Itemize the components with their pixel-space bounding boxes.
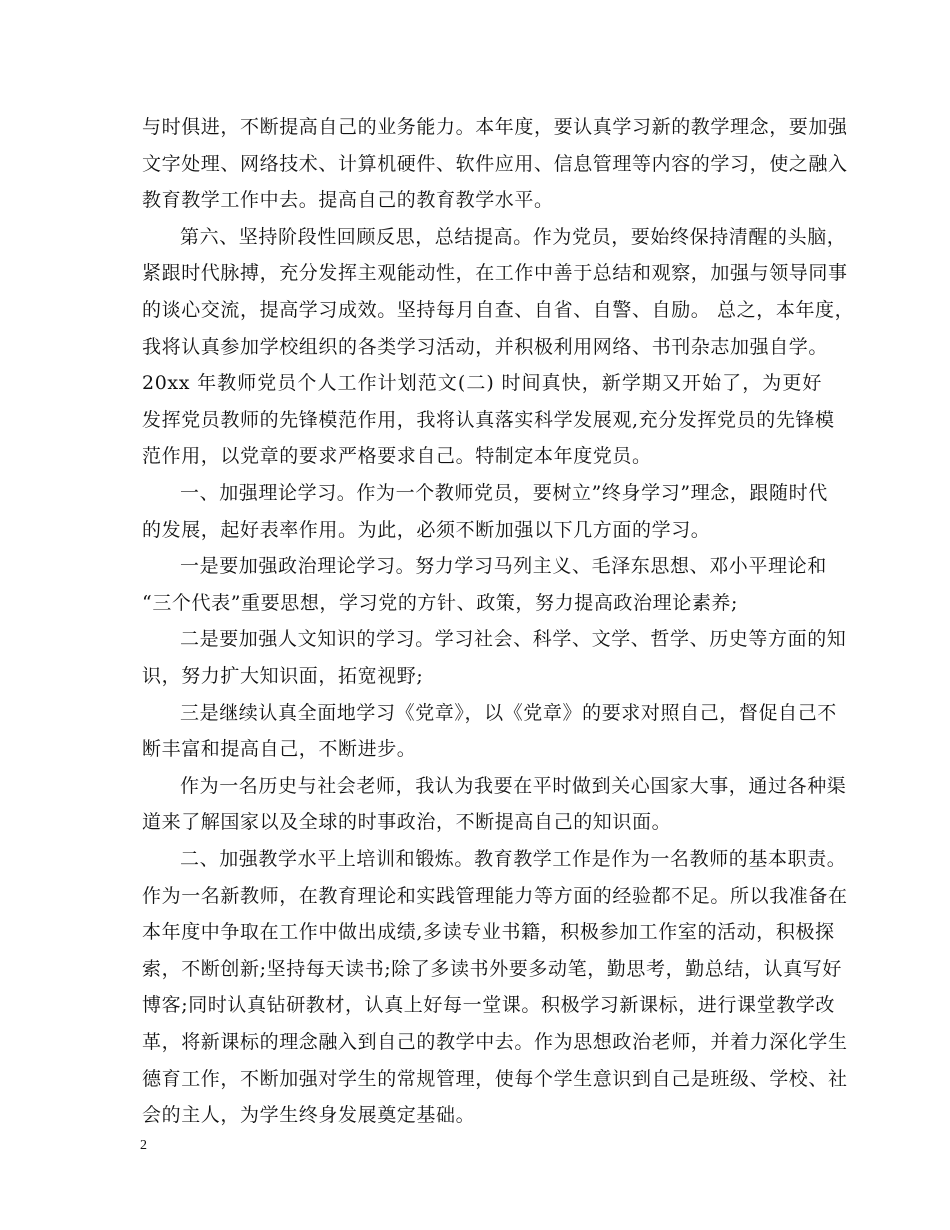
text-line: 的发展，起好表率作用。为此，必须不断加强以下几方面的学习。 bbox=[142, 519, 711, 541]
text-line: 会的主人，为学生终身发展奠定基础。 bbox=[142, 1104, 476, 1126]
text-line: “三个代表”重要思想，学习党的方针、政策，努力提高政治理论素养; bbox=[142, 592, 739, 614]
text-line: 二是要加强人文知识的学习。学习社会、科学、文学、哲学、历史等方面的知 bbox=[180, 628, 847, 650]
text-line: 道来了解国家以及全球的时事政治，不断提高自己的知识面。 bbox=[142, 811, 672, 833]
text-line: 20xx 年教师党员个人工作计划范文(二) 时间真快，新学期又开始了，为更好 bbox=[142, 372, 822, 394]
page-number: 2 bbox=[140, 1138, 147, 1153]
text-line: 范作用，以党章的要求严格要求自己。特制定本年度党员。 bbox=[142, 445, 652, 467]
text-line: 第六、坚持阶段性回顾反思，总结提高。作为党员，要始终保持清醒的头脑， bbox=[180, 226, 847, 248]
text-line: 德育工作，不断加强对学生的常规管理，使每个学生意识到自己是班级、学校、社 bbox=[142, 1068, 848, 1090]
text-line: 作为一名历史与社会老师，我认为我要在平时做到关心国家大事，通过各种渠 bbox=[180, 775, 847, 797]
text-line: 革，将新课标的理念融入到自己的教学中去。作为思想政治老师，并着力深化学生 bbox=[142, 1031, 848, 1053]
text-line: 索，不断创新;坚持每天读书;除了多读书外要多动笔，勤思考，勤总结，认真写好 bbox=[142, 958, 843, 980]
text-line: 本年度中争取在工作中做出成绩,多读专业书籍，积极参加工作室的活动，积极探 bbox=[142, 921, 835, 943]
text-line: 三是继续认真全面地学习《党章》，以《党章》的要求对照自己，督促自己不 bbox=[180, 702, 837, 724]
text-line: 断丰富和提高自己，不断进步。 bbox=[142, 738, 417, 760]
text-line: 识，努力扩大知识面，拓宽视野; bbox=[142, 665, 424, 687]
text-line: 我将认真参加学校组织的各类学习活动，并积极利用网络、书刊杂志加强自学。 bbox=[142, 336, 829, 358]
text-line: 一、加强理论学习。作为一个教师党员，要树立”终身学习”理念，跟随时代 bbox=[180, 482, 828, 504]
text-line: 文字处理、网络技术、计算机硬件、软件应用、信息管理等内容的学习，使之融入 bbox=[142, 153, 848, 175]
text-line: 二、加强教学水平上培训和锻炼。教育教学工作是作为一名教师的基本职责。 bbox=[180, 848, 847, 870]
text-line: 与时俱进，不断提高自己的业务能力。本年度，要认真学习新的教学理念，要加强 bbox=[142, 116, 848, 138]
text-line: 发挥党员教师的先锋模范作用，我将认真落实科学发展观,充分发挥党员的先锋模 bbox=[142, 409, 835, 431]
text-line: 作为一名新教师，在教育理论和实践管理能力等方面的经验都不足。所以我准备在 bbox=[142, 885, 848, 907]
text-line: 的谈心交流，提高学习成效。坚持每月自查、自省、自警、自励。 总之，本年度， bbox=[142, 299, 855, 321]
text-line: 紧跟时代脉搏，充分发挥主观能动性，在工作中善于总结和观察，加强与领导同事 bbox=[142, 262, 848, 284]
text-line: 博客;同时认真钻研教材，认真上好每一堂课。积极学习新课标，进行课堂教学改 bbox=[142, 994, 836, 1016]
text-line: 教育教学工作中去。提高自己的教育教学水平。 bbox=[142, 189, 554, 211]
text-line: 一是要加强政治理论学习。努力学习马列主义、毛泽东思想、邓小平理论和 bbox=[180, 555, 827, 577]
